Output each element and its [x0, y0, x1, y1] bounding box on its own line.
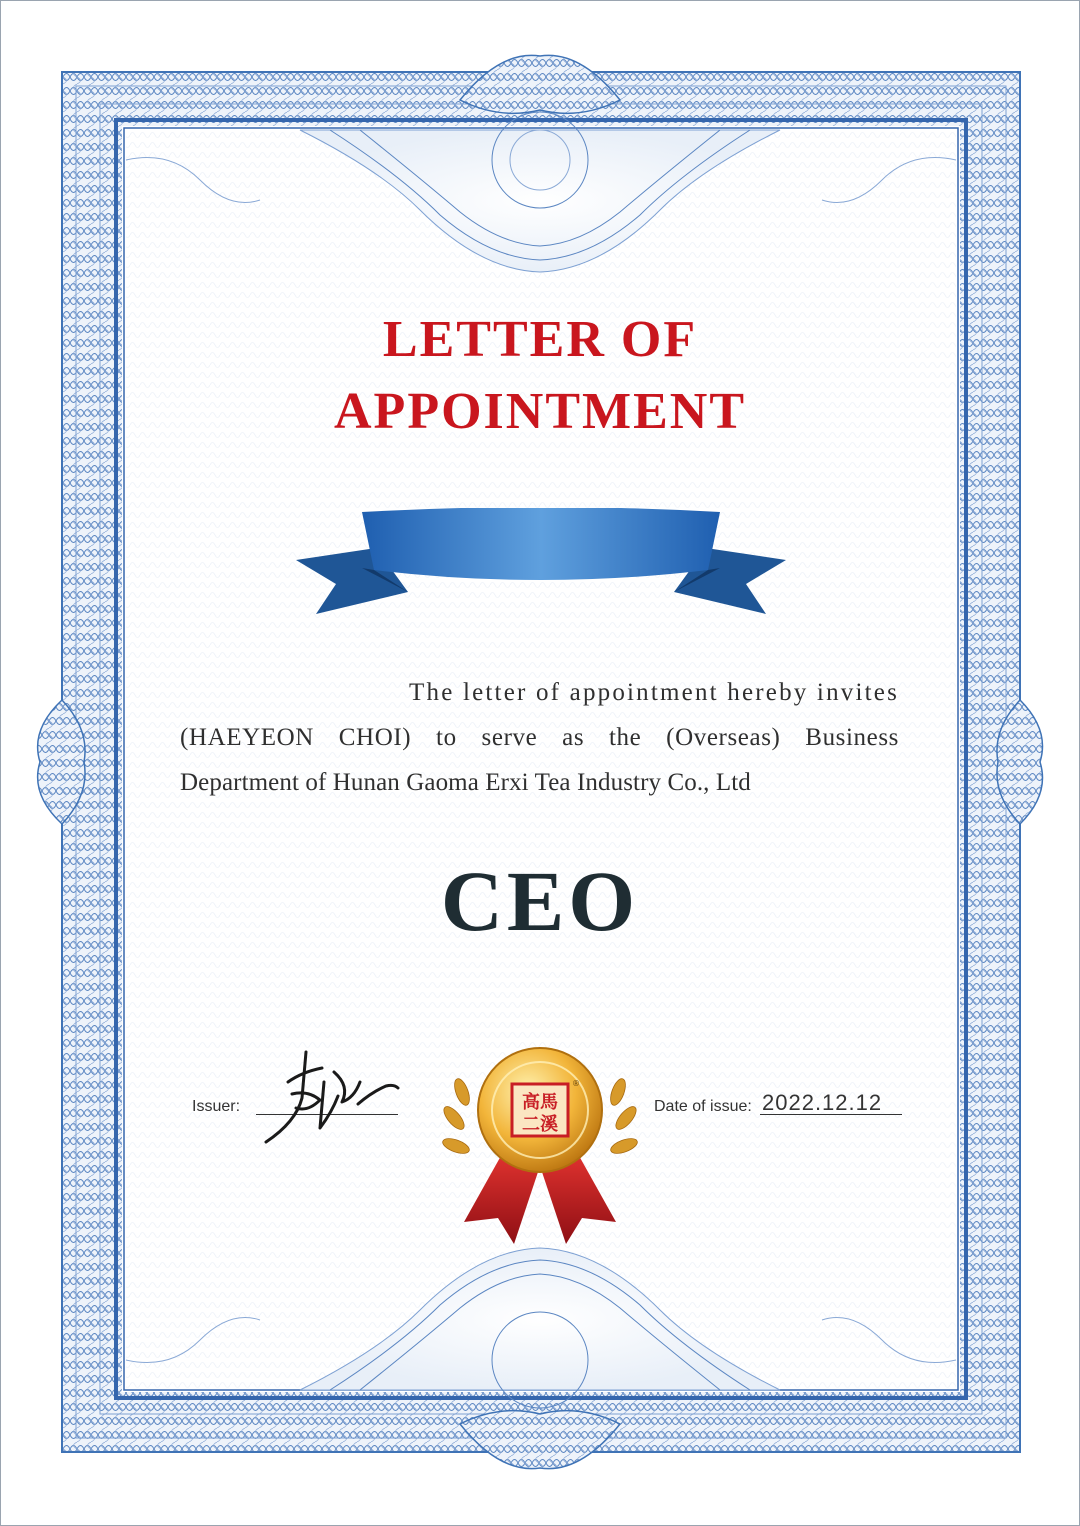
- body-line-2: (HAEYEON CHOI) to serve as the (Overseas) Business: [180, 724, 899, 751]
- seal-stamp-text-2: 二溪: [522, 1114, 558, 1135]
- title-line-1: LETTER OF: [382, 311, 698, 368]
- date-underline: [760, 1114, 902, 1115]
- gold-medal-seal-icon: [440, 1042, 640, 1244]
- position-title: CEO: [440, 853, 640, 949]
- body-line-1: The letter of appointment hereby invites: [409, 679, 899, 706]
- signature-icon: [262, 1042, 402, 1150]
- date-of-issue-label: Date of issue:: [654, 1098, 752, 1115]
- trademark-symbol: ®: [572, 1079, 580, 1088]
- date-of-issue-value: 2022.12.12: [762, 1090, 883, 1115]
- body-line-3: Department of Hunan Gaoma Erxi Tea Industry Co., Ltd: [180, 769, 751, 796]
- title-line-2: APPOINTMENT: [334, 383, 746, 440]
- issuer-label: Issuer:: [192, 1098, 241, 1115]
- appointment-text: [180, 670, 899, 805]
- seal-stamp-text: 高馬: [522, 1092, 558, 1113]
- blue-ribbon-banner-icon: [296, 508, 786, 616]
